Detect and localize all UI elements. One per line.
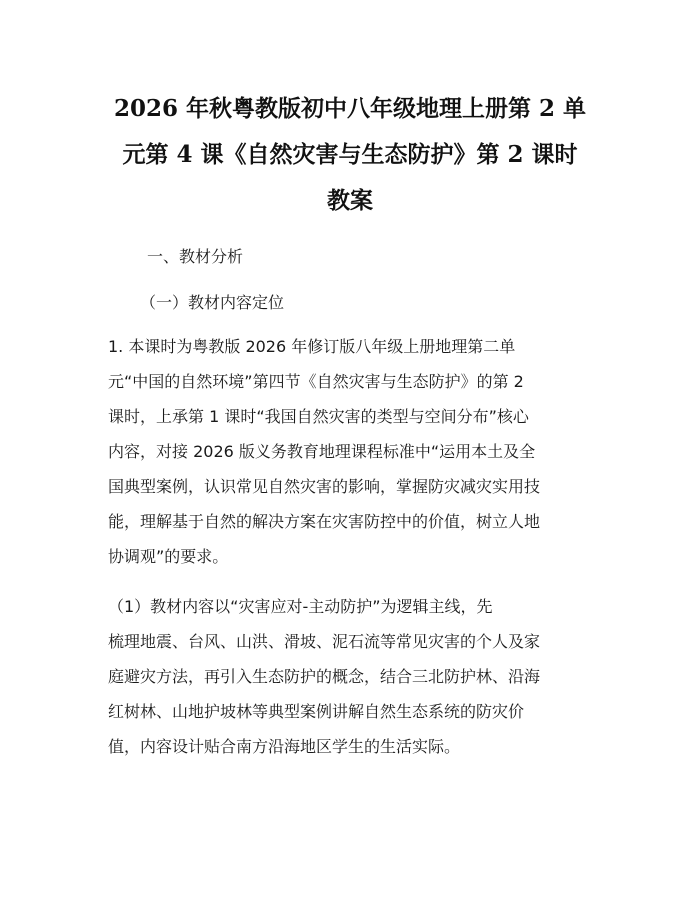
paragraph-2 [108, 589, 594, 764]
paragraph-line: 国典型案例，认识常见自然灾害的影响，掌握防灾减灾实用技 [108, 477, 541, 496]
document-title-line-1: 2026 年秋粤教版初中八年级地理上册第 2 单 [113, 95, 587, 122]
paragraph-line: 梳理地震、台风、山洪、滑坡、泥石流等常见灾害的个人及家 [108, 632, 541, 651]
paragraph-line: （1）教材内容以“灾害应对-主动防护”为逻辑主线，先 [108, 597, 493, 616]
section-heading: 一、教材分析 [147, 247, 244, 266]
paragraph-line: 红树林、山地护坡林等典型案例讲解自然生态系统的防灾价 [108, 702, 525, 721]
paragraph-line: 1. 本课时为粤教版 2026 年修订版八年级上册地理第二单 [108, 337, 516, 356]
paragraph-line: 庭避灾方法，再引入生态防护的概念，结合三北防护林、沿海 [108, 667, 541, 686]
paragraph-line: 内容，对接 2026 版义务教育地理课程标准中“运用本土及全 [108, 442, 536, 461]
document-title-line-3: 教案 [327, 187, 373, 214]
paragraph-line: 值，内容设计贴合南方沿海地区学生的生活实际。 [108, 737, 461, 756]
paragraph-1 [108, 329, 594, 574]
paragraph-line: 课时，上承第 1 课时“我国自然灾害的类型与空间分布”核心 [108, 407, 529, 426]
paragraph-line: 能，理解基于自然的解决方案在灾害防控中的价值，树立人地 [108, 512, 541, 531]
paragraph-line: 元“中国的自然环境”第四节《自然灾害与生态防护》的第 2 [108, 372, 524, 391]
subsection-heading: （一）教材内容定位 [140, 293, 285, 312]
paragraph-line: 协调观”的要求。 [108, 547, 229, 566]
document-title-line-2: 元第 4 课《自然灾害与生态防护》第 2 课时 [122, 141, 578, 168]
